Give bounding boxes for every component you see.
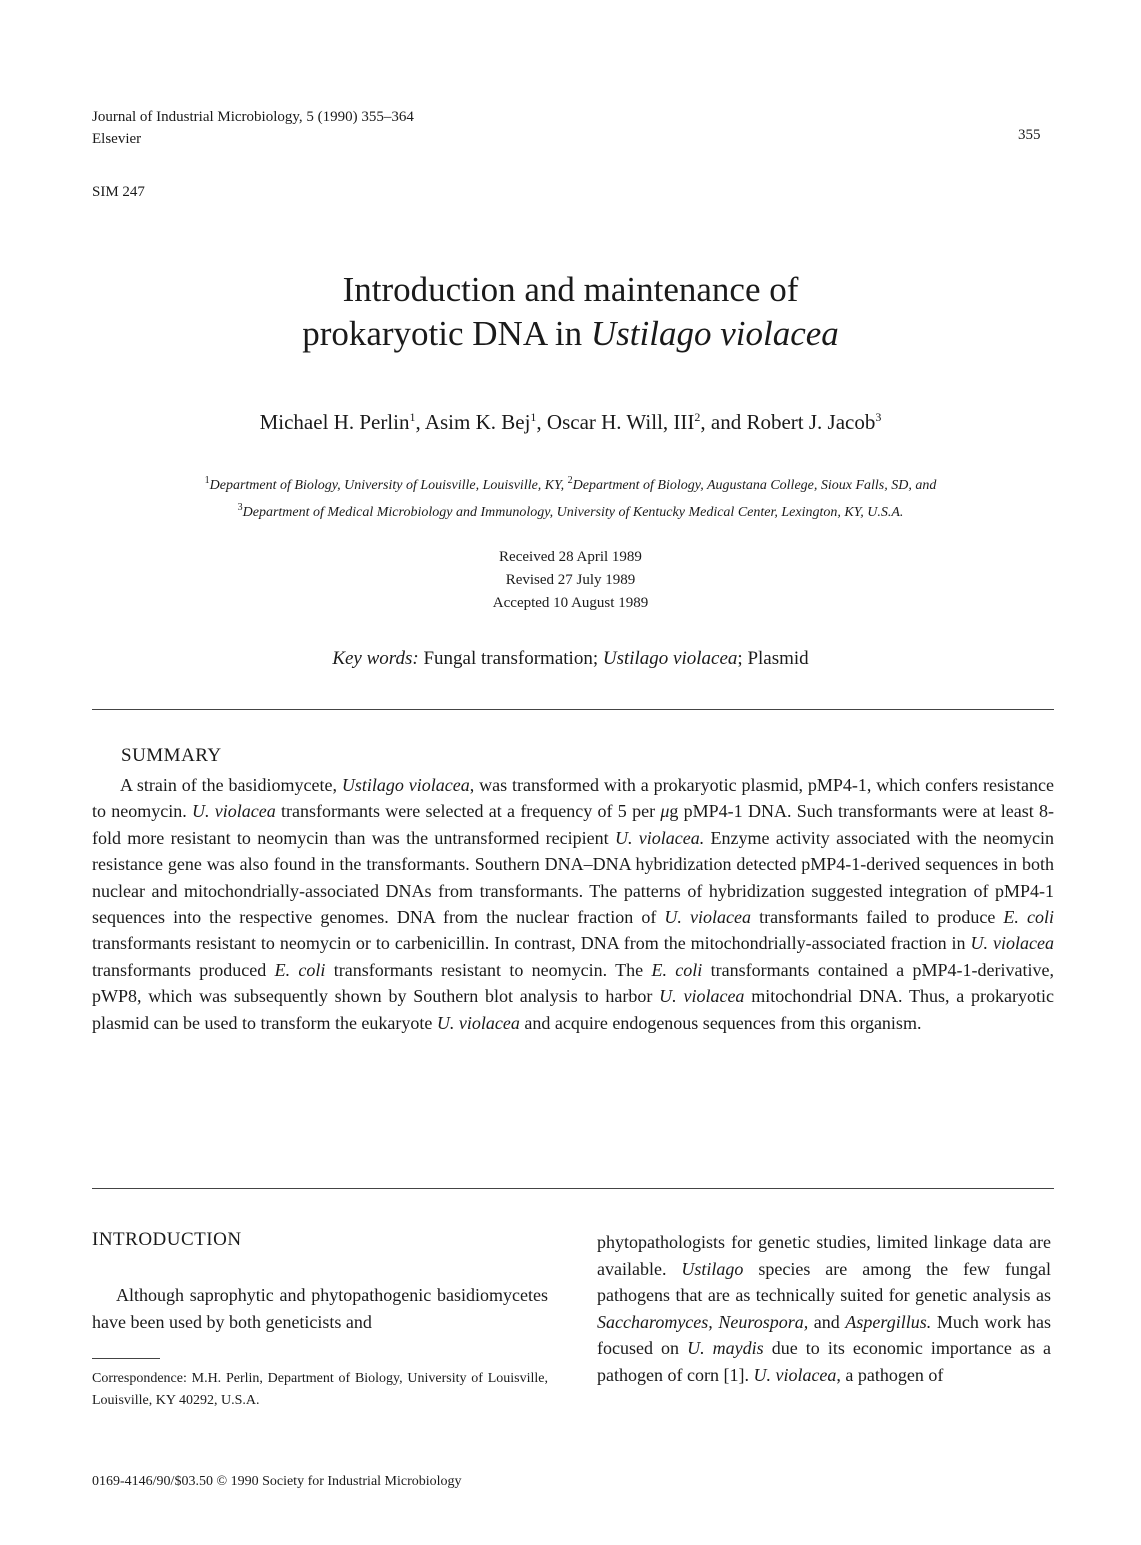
affiliation-text: Department of Medical Microbiology and Immunology, University of Kentucky Medical Center, Lexington, KY, U.S.A. bbox=[242, 505, 904, 520]
affiliation-marker: 2 bbox=[567, 475, 573, 486]
summary-run: A strain of the basidiomycete, bbox=[120, 775, 342, 795]
affiliation-marker: 1 bbox=[204, 475, 210, 486]
summary-run: Enzyme activity associated with the neomycin resistance gene was also found in the transformants. Southern DNA–DNA hybridization detected pMP4-1-derived sequences in both nuclear and mitochondrially-associated DNAs from transformants. The patterns of hybridization suggested integration of pMP4-1 sequences into the respective genomes. DNA from the nuclear fraction of bbox=[92, 827, 1054, 928]
affiliation-text: Department of Biology, Augustana College, Sioux Falls, SD, and bbox=[572, 478, 937, 493]
intro-right-run: due to its economic importance as a pathogen of corn [1]. bbox=[597, 1338, 1052, 1385]
summary-italic-run: E. coli bbox=[274, 959, 326, 980]
intro-right-run: , a pathogen of bbox=[836, 1364, 944, 1385]
affiliations bbox=[0, 470, 1141, 524]
title-line-2 bbox=[0, 312, 1141, 356]
affiliation-line-1 bbox=[0, 470, 1141, 497]
author-separator: , and bbox=[700, 410, 747, 434]
intro-left-run: Although saprophytic and phytopathogenic basidiomycetes have been used by both geneticists and bbox=[92, 1285, 548, 1332]
author-affiliation-marker: 3 bbox=[875, 410, 882, 424]
author-name: Oscar H. Will, III bbox=[546, 410, 695, 434]
intro-right-italic-run: Aspergillus. bbox=[845, 1311, 932, 1332]
keyword-1: Fungal transformation; bbox=[418, 648, 603, 669]
affiliation-line-2 bbox=[0, 497, 1141, 524]
keywords bbox=[0, 648, 1141, 670]
intro-right-run: Much work has focused on bbox=[597, 1311, 1051, 1359]
summary-run: transformants contained a pMP4-1-derivative, pWP8, which was subsequently shown by Southern blot analysis to harbor bbox=[92, 959, 1054, 1007]
summary-run: transformants produced bbox=[92, 959, 275, 980]
title-line-2-prefix: prokaryotic DNA in bbox=[302, 314, 591, 353]
introduction-left-column bbox=[92, 1282, 548, 1335]
summary-italic-run: U. violacea bbox=[659, 986, 745, 1007]
summary-italic-run: U. violacea. bbox=[614, 827, 705, 848]
summary-italic-run: μ bbox=[660, 801, 670, 822]
keyword-3: ; Plasmid bbox=[737, 648, 809, 669]
author-affiliation-marker: 1 bbox=[409, 410, 416, 424]
received-date: Received 28 April 1989 bbox=[499, 549, 642, 565]
journal-line: Journal of Industrial Microbiology, 5 (1990) 355–364 bbox=[92, 109, 414, 125]
sim-id: SIM 247 bbox=[92, 184, 145, 200]
author-list bbox=[0, 410, 1141, 435]
publisher: Elsevier bbox=[92, 131, 142, 147]
summary-italic-run: E. coli bbox=[1003, 907, 1055, 928]
correspondence-note: Correspondence: M.H. Perlin, Department of Biology, University of Louisville, Louisville, KY 40292, U.S.A. bbox=[92, 1371, 548, 1408]
summary-italic-run: U. violacea bbox=[436, 1012, 520, 1033]
intro-right-run: and bbox=[808, 1311, 846, 1332]
title-line-2-italic: Ustilago violacea bbox=[590, 314, 839, 353]
summary-top-rule bbox=[92, 709, 1054, 710]
summary-run: transformants resistant to neomycin or to carbenicillin. In contrast, DNA from the mitochondrially-associated fraction in bbox=[92, 933, 971, 954]
summary-italic-run: U. violacea bbox=[970, 933, 1055, 954]
affiliation-text: Department of Biology, University of Louisville, Louisville, KY, bbox=[209, 478, 568, 493]
accepted-date: Accepted 10 August 1989 bbox=[492, 595, 649, 611]
keywords-label: Key words: bbox=[332, 648, 419, 669]
revised-date: Revised 27 July 1989 bbox=[505, 572, 636, 588]
intro-right-italic-run: Ustilago bbox=[681, 1258, 744, 1279]
author-name: Michael H. Perlin bbox=[259, 410, 410, 434]
author-name: Robert J. Jacob bbox=[746, 410, 876, 434]
summary-run: mitochondrial DNA. Thus, a prokaryotic plasmid can be used to transform the eukaryote bbox=[92, 986, 1055, 1033]
article-title bbox=[0, 268, 1141, 356]
intro-right-italic-run: U. violacea bbox=[753, 1364, 837, 1385]
introduction-heading: INTRODUCTION bbox=[92, 1229, 242, 1250]
affiliation-marker: 3 bbox=[237, 502, 243, 513]
intro-right-italic-run: U. maydis bbox=[687, 1338, 764, 1359]
summary-body bbox=[92, 772, 1054, 1036]
summary-run: g pMP4-1 DNA. Such transformants were at least 8-fold more resistant to neomycin than was the untransformed recipient bbox=[92, 801, 1055, 848]
summary-bottom-rule bbox=[92, 1188, 1054, 1189]
summary-run: and acquire endogenous sequences from this organism. bbox=[519, 1012, 922, 1033]
page-number: 355 bbox=[1018, 127, 1041, 143]
summary-run: transformants were selected at a frequency of 5 per bbox=[275, 801, 661, 822]
summary-italic-run: U. violacea bbox=[664, 907, 751, 928]
intro-right-italic-run: Saccharomyces, Neurospora, bbox=[597, 1311, 809, 1332]
journal-citation bbox=[92, 106, 414, 150]
author-separator: , bbox=[415, 410, 425, 434]
summary-run: transformants resistant to neomycin. The bbox=[325, 959, 652, 980]
intro-right-run: phytopathologists for genetic studies, limited linkage data are available. bbox=[597, 1232, 1051, 1279]
author-separator: , bbox=[536, 410, 547, 434]
author-affiliation-marker: 2 bbox=[694, 410, 701, 424]
author-name: Asim K. Bej bbox=[424, 410, 531, 434]
summary-run: , was transformed with a prokaryotic plasmid, pMP4-1, which confers resistance to neomycin. bbox=[92, 775, 1054, 822]
summary-heading: SUMMARY bbox=[121, 745, 222, 766]
summary-italic-run: U. violacea bbox=[192, 801, 276, 822]
keyword-2: Ustilago violacea bbox=[602, 648, 738, 669]
article-dates bbox=[0, 546, 1141, 615]
author-affiliation-marker: 1 bbox=[530, 410, 537, 424]
summary-run: transformants failed to produce bbox=[751, 907, 1004, 928]
introduction-right-column bbox=[597, 1229, 1051, 1389]
copyright-line: 0169-4146/90/$03.50 © 1990 Society for Industrial Microbiology bbox=[92, 1474, 462, 1489]
summary-italic-run: Ustilago violacea bbox=[341, 775, 470, 795]
title-line-1: Introduction and maintenance of bbox=[342, 270, 799, 309]
footnote-rule bbox=[92, 1358, 160, 1359]
summary-italic-run: E. coli bbox=[651, 959, 703, 980]
intro-right-run: species are among the few fungal pathogens that are as technically suited for genetic analysis as bbox=[597, 1258, 1051, 1306]
